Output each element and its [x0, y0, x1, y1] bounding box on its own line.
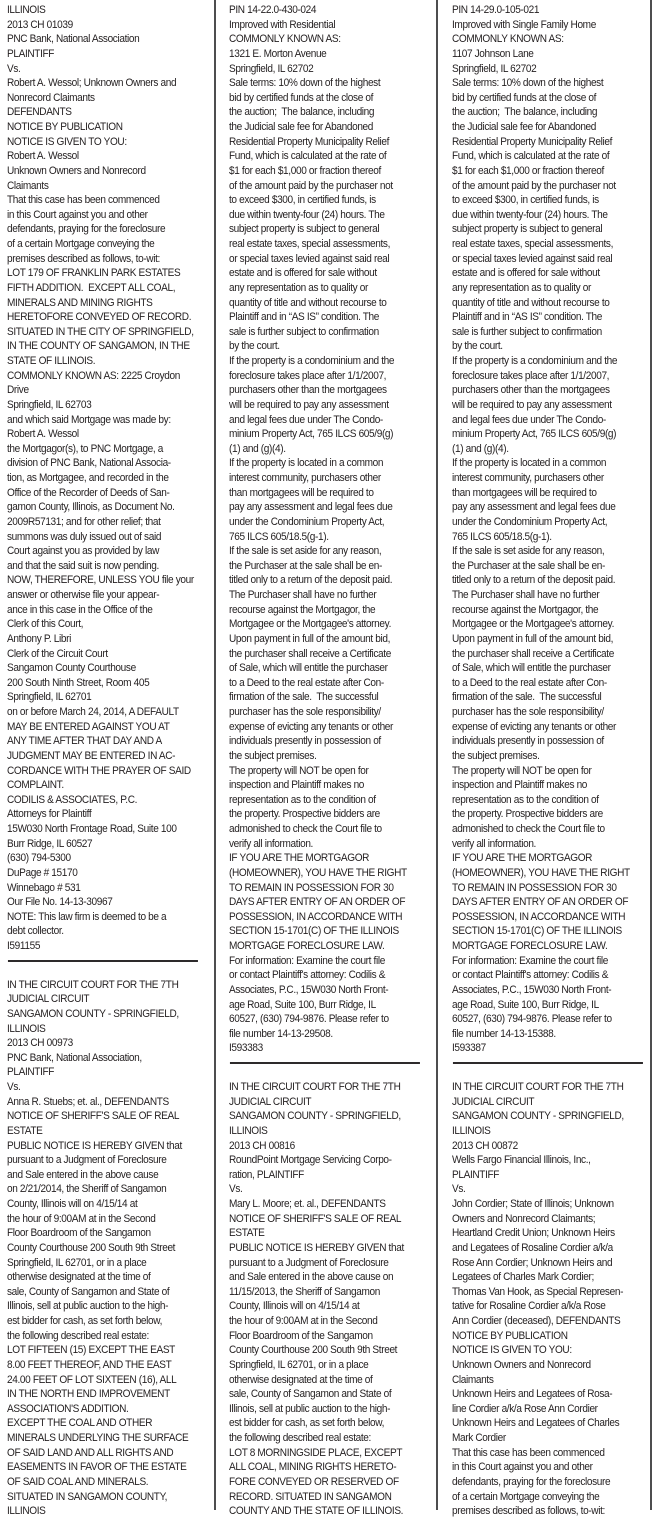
notice-separator	[8, 960, 198, 962]
notice-column-3	[452, 3, 652, 1519]
column-divider	[214, 0, 216, 1510]
legal-notice-sale-terms-pin-14-29-0-105-021: PIN 14-29.0-105-021 Improved with Single Family Home COMMONLY KNOWN AS: 1107 Johnson Lane Springfield, IL 62702 Sale terms: 10% down of the highest bid by certified funds at the close of the auction; The balance, including the Judicial sale fee for Abandoned Residential Property Municipality Relief Fund, which is calculated at the rate of $1 for each $1,000 or fraction thereof of the amount paid by the purchaser not to exceed $300, in certified funds, is due within twenty-four (24) hours. The subject property is subject to general real estate taxes, special assessments, or special taxes levied against said real estate and is offered for sale without any representation as to quality or quantity of title and without recourse to Plaintiff and in “AS IS” condition. The sale is further subject to confirmation by the court. If the property is a condominium and the foreclosure takes place after 1/1/2007, purchasers other than the mortgagees will be required to pay any assessment and legal fees due under The Condo- minium Property Act, 765 ILCS 605/9(g) (1) and (g)(4). If the property is located in a common interest community, purchasers other than mortgagees will be required to pay any assessment and legal fees due under the Condominium Property Act, 765 ILCS 605/18.5(g-1). If the sale is set aside for any reason, the Purchaser at the sale shall be en- titled only to a return of the deposit paid. The Purchaser shall have no further recourse against the Mortgagor, the Mortgagee or the Mortgagee's attorney. Upon payment in full of the amount bid, the purchaser shall receive a Certificate of Sale, which will entitle the purchaser to a Deed to the real estate after Con- firmation of the sale. The successful purchaser has the sole responsibility/ expense of evicting any tenants or other individuals presently in possession of the subject premises. The property will NOT be open for inspection and Plaintiff makes no representation as to the condition of the property. Prospective bidders are admonished to check the Court file to verify all information. IF YOU ARE THE MORTGAGOR (HOMEOWNER), YOU HAVE THE RIGHT TO REMAIN IN POSSESSION FOR 30 DAYS AFTER ENTRY OF AN ORDER OF POSSESSION, IN ACCORDANCE WITH SECTION 15-1701(C) OF THE ILLINOIS MORTGAGE FORECLOSURE LAW. For information: Examine the court file or contact Plaintiff's attorney: Codilis & Associates, P.C., 15W030 North Front- age Road, Suite 100, Burr Ridge, IL 60527, (630) 794-9876. Please refer to file number 14-13-15388. I593387	[452, 4, 630, 1055]
notice-column-2	[229, 3, 438, 1519]
legal-notice-publication-2013-ch-00872: IN THE CIRCUIT COURT FOR THE 7TH JUDICIAL CIRCUIT SANGAMON COUNTY - SPRINGFIELD, ILLINOIS 2013 CH 00872 Wells Fargo Financial Illinois, Inc., PLAINTIFF Vs. John Cordier; State of Illinois; Unknown Owners and Nonrecord Claimants; Heartland Credit Union; Unknown Heirs and Legatees of Rosaline Cordier a/k/a Rose Ann Cordier; Unknown Heirs and Legatees of Charles Mark Cordier; Thomas Van Hook, as Special Represen- tative for Rosaline Cordier a/k/a Rose Ann Cordier (deceased), DEFENDANTS NOTICE BY PUBLICATION NOTICE IS GIVEN TO YOU: Unknown Owners and Nonrecord Claimants Unknown Heirs and Legatees of Rosa- line Cordier a/k/a Rose Ann Cordier Unknown Heirs and Legatees of Charles Mark Cordier That this case has been commenced in this Court against you and other defendants, praying for the foreclosure of a certain Mortgage conveying the premises described as follows, to-wit:	[452, 1081, 624, 1518]
legal-notice-sheriffs-sale-2013-ch-00816: IN THE CIRCUIT COURT FOR THE 7TH JUDICIAL CIRCUIT SANGAMON COUNTY - SPRINGFIELD, ILLINOIS 2013 CH 00816 RoundPoint Mortgage Servicing Corpo- ration, PLAINTIFF Vs. Mary L. Moore; et. al., DEFENDANTS NOTICE OF SHERIFF'S SALE OF REAL ESTATE PUBLIC NOTICE IS HEREBY GIVEN that pursuant to a Judgment of Foreclosure and Sale entered in the above cause on 11/15/2013, the Sheriff of Sangamon County, Illinois will on 4/15/14 at the hour of 9:00AM at in the Second Floor Boardroom of the Sangamon County Courthouse 200 South 9th Street Springfield, IL 62701, or in a place otherwise designated at the time of sale, County of Sangamon and State of Illinois, sell at public auction to the high- est bidder for cash, as set forth below, the following described real estate: LOT 8 MORNINGSIDE PLACE, EXCEPT ALL COAL, MINING RIGHTS HERETO- FORE CONVEYED OR RESERVED OF RECORD. SITUATED IN SANGAMON COUNTY AND THE STATE OF ILLINOIS.	[229, 1081, 404, 1518]
column-divider	[436, 0, 438, 1510]
notice-separator	[453, 1062, 643, 1064]
notice-column-1	[7, 3, 216, 1519]
notice-separator	[230, 1062, 420, 1064]
legal-notice-sheriffs-sale-2013-ch-00973: IN THE CIRCUIT COURT FOR THE 7TH JUDICIAL CIRCUIT SANGAMON COUNTY - SPRINGFIELD, ILLINOIS 2013 CH 00973 PNC Bank, National Association, PLAINTIFF Vs. Anna R. Stuebs; et. al., DEFENDANTS NOTICE OF SHERIFF'S SALE OF REAL ESTATE PUBLIC NOTICE IS HEREBY GIVEN that pursuant to a Judgment of Foreclosure and Sale entered in the above cause on 2/21/2014, the Sheriff of Sangamon County, Illinois will on 4/15/14 at the hour of 9:00AM at in the Second Floor Boardroom of the Sangamon County Courthouse 200 South 9th Street Springfield, IL 62701, or in a place otherwise designated at the time of sale, County of Sangamon and State of Illinois, sell at public auction to the high- est bidder for cash, as set forth below, the following described real estate: LOT FIFTEEN (15) EXCEPT THE EAST 8.00 FEET THEREOF, AND THE EAST 24.00 FEET OF LOT SIXTEEN (16), ALL IN THE NORTH END IMPROVEMENT ASSOCIATION'S ADDITION. EXCEPT THE COAL AND OTHER MINERALS UNDERLYING THE SURFACE OF SAID LAND AND ALL RIGHTS AND EASEMENTS IN FAVOR OF THE ESTATE OF SAID COAL AND MINERALS. SITUATED IN SANGAMON COUNTY, ILLINOIS	[7, 978, 189, 1518]
legal-notice-publication-2013-ch-01039: ILLINOIS 2013 CH 01039 PNC Bank, National Association PLAINTIFF Vs. Robert A. Wessol; Unknown Owners and Nonrecord Claimants DEFENDANTS NOTICE BY PUBLICATION NOTICE IS GIVEN TO YOU: Robert A. Wessol Unknown Owners and Nonrecord Claimants That this case has been commenced in this Court against you and other defendants, praying for the foreclosure of a certain Mortgage conveying the premises described as follows, to-wit: LOT 179 OF FRANKLIN PARK ESTATES FIFTH ADDITION. EXCEPT ALL COAL, MINERALS AND MINING RIGHTS HERETOFORE CONVEYED OF RECORD. SITUATED IN THE CITY OF SPRINGFIELD, IN THE COUNTY OF SANGAMON, IN THE STATE OF ILLINOIS. COMMONLY KNOWN AS: 2225 Croydon Drive Springfield, IL 62703 and which said Mortgage was made by: Robert A. Wessol the Mortgagor(s), to PNC Mortgage, a division of PNC Bank, National Associa- tion, as Mortgagee, and recorded in the Office of the Recorder of Deeds of San- gamon County, Illinois, as Document No. 2009R57131; and for other relief; that summons was duly issued out of said Court against you as provided by law and that the said suit is now pending. NOW, THEREFORE, UNLESS YOU file your answer or otherwise file your appear- ance in this case in the Office of the Clerk of this Court, Anthony P. Libri Clerk of the Circuit Court Sangamon County Courthouse 200 South Ninth Street, Room 405 Springfield, IL 62701 on or before March 24, 2014, A DEFAULT MAY BE ENTERED AGAINST YOU AT ANY TIME AFTER THAT DAY AND A JUDGMENT MAY BE ENTERED IN AC- CORDANCE WITH THE PRAYER OF SAID COMPLAINT. CODILIS & ASSOCIATES, P.C. Attorneys for Plaintiff 15W030 North Frontage Road, Suite 100 Burr Ridge, IL 60527 (630) 794-5300 DuPage # 15170 Winnebago # 531 Our File No. 14-13-30967 NOTE: This law firm is deemed to be a debt collector. I591155	[7, 4, 194, 952]
legal-notice-sale-terms-pin-14-22-0-430-024: PIN 14-22.0-430-024 Improved with Residential COMMONLY KNOWN AS: 1321 E. Morton Avenue Springfield, IL 62702 Sale terms: 10% down of the highest bid by certified funds at the close of the auction; The balance, including the Judicial sale fee for Abandoned Residential Property Municipality Relief Fund, which is calculated at the rate of $1 for each $1,000 or fraction thereof of the amount paid by the purchaser not to exceed $300, in certified funds, is due within twenty-four (24) hours. The subject property is subject to general real estate taxes, special assessments, or special taxes levied against said real estate and is offered for sale without any representation as to quality or quantity of title and without recourse to Plaintiff and in “AS IS” condition. The sale is further subject to confirmation by the court. If the property is a condominium and the foreclosure takes place after 1/1/2007, purchasers other than the mortgagees will be required to pay any assessment and legal fees due under The Condo- minium Property Act, 765 ILCS 605/9(g) (1) and (g)(4). If the property is located in a common interest community, purchasers other than mortgagees will be required to pay any assessment and legal fees due under the Condominium Property Act, 765 ILCS 605/18.5(g-1). If the sale is set aside for any reason, the Purchaser at the sale shall be en- titled only to a return of the deposit paid. The Purchaser shall have no further recourse against the Mortgagor, the Mortgagee or the Mortgagee's attorney. Upon payment in full of the amount bid, the purchaser shall receive a Certificate of Sale, which will entitle the purchaser to a Deed to the real estate after Con- firmation of the sale. The successful purchaser has the sole responsibility/ expense of evicting any tenants or other individuals presently in possession of the subject premises. The property will NOT be open for inspection and Plaintiff makes no representation as to the condition of the property. Prospective bidders are admonished to check the Court file to verify all information. IF YOU ARE THE MORTGAGOR (HOMEOWNER), YOU HAVE THE RIGHT TO REMAIN IN POSSESSION FOR 30 DAYS AFTER ENTRY OF AN ORDER OF POSSESSION, IN ACCORDANCE WITH SECTION 15-1701(C) OF THE ILLINOIS MORTGAGE FORECLOSURE LAW. For information: Examine the court file or contact Plaintiff's attorney: Codilis & Associates, P.C., 15W030 North Front- age Road, Suite 100, Burr Ridge, IL 60527, (630) 794-9876. Please refer to file number 14-13-29508. I593383	[229, 4, 407, 1055]
